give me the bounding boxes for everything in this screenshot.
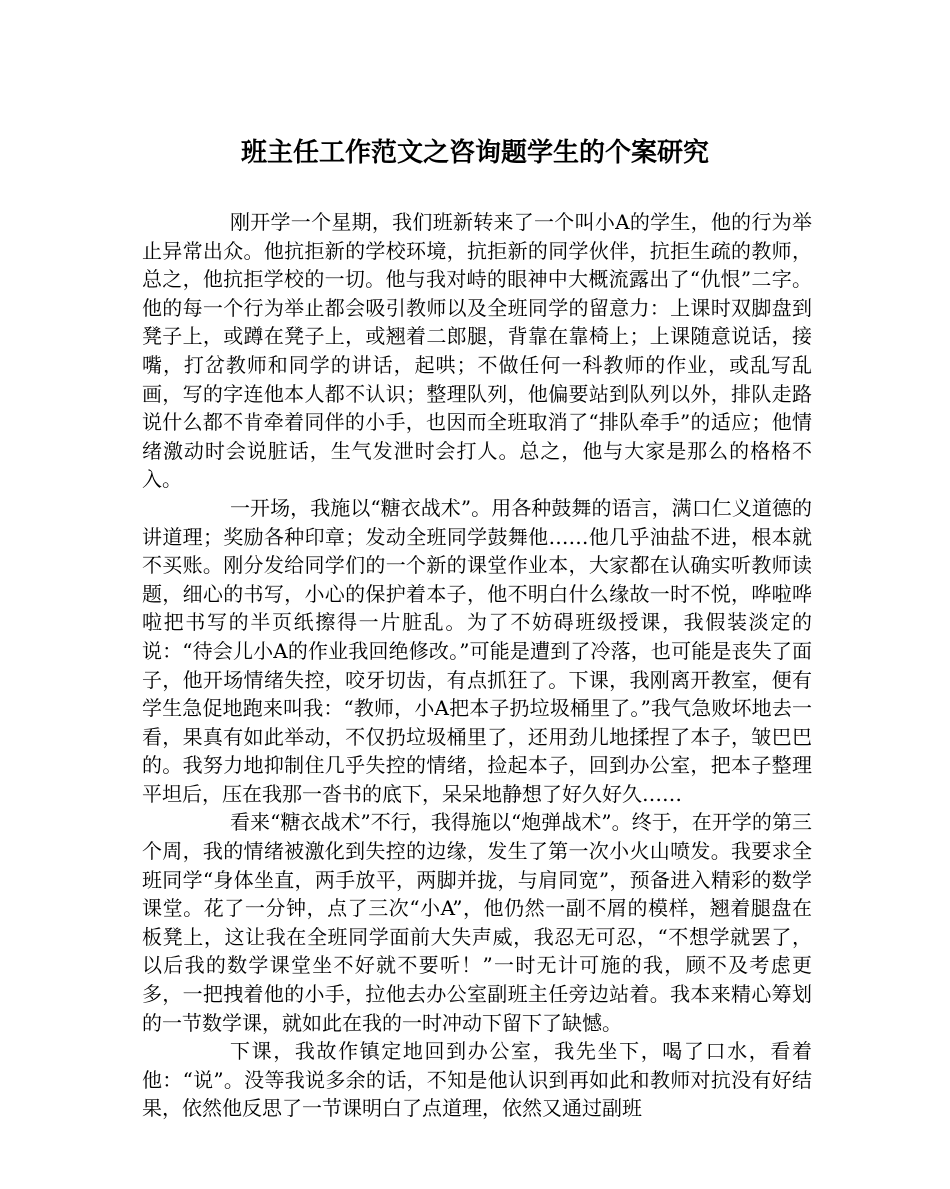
paragraph-3: 看来“糖衣战术”不行，我得施以“炮弹战术”。终于，在开学的第三个周，我的情绪被激化到失控的边缘，发生了第一次小火山喷发。我要求全班同学“身体坐直，两手放平，两脚并拢，与肩同宽”，预备进入精彩的数学课堂。花了一分钟，点了三次“小A”，他仍然一副不屑的模样，翘着腿盘在板凳上，这让我在全班同学面前大失声威，我忍无可忍，“不想学就罢了，以后我的数学课堂坐不好就不要听！”一时无计可施的我，顾不及考虑更多，一把拽着他的小手，拉他去办公室副班主任旁边站着。我本来精心筹划的一节数学课，就如此在我的一时冲动下留下了缺憾。	[142, 810, 812, 1035]
document-title: 班主任工作范文之咨询题学生的个案研究	[240, 138, 709, 168]
paragraph-4: 下课，我故作镇定地回到办公室，我先坐下，喝了口水，看着他：“说”。没等我说多余的话，不知是他认识到再如此和教师对抗没有好结果，依然他反思了一节课明白了点道理，依然又通过副班	[142, 1039, 812, 1121]
paragraph-1: 刚开学一个星期，我们班新转来了一个叫小A的学生，他的行为举止异常出众。他抗拒新的学校环境，抗拒新的同学伙伴，抗拒生疏的教师，总之，他抗拒学校的一切。他与我对峙的眼神中大概流露出了“仇恨”二字。他的每一个行为举止都会吸引教师以及全班同学的留意力：上课时双脚盘到凳子上，或蹲在凳子上，或翘着二郎腿，背靠在靠椅上；上课随意说话，接嘴，打岔教师和同学的讲话，起哄；不做任何一科教师的作业，或乱写乱画，写的字连他本人都不认识；整理队列，他偏要站到队列以外，排队走路说什么都不肯牵着同伴的小手，也因而全班取消了“排队牵手”的适应；他情绪激动时会说脏话，生气发泄时会打人。总之，他与大家是那么的格格不入。	[142, 210, 812, 492]
document-body	[142, 208, 812, 1123]
paragraph-2: 一开场，我施以“糖衣战术”。用各种鼓舞的语言，满口仁义道德的讲道理；奖励各种印章；发动全班同学鼓舞他……他几乎油盐不进，根本就不买账。刚分发给同学们的一个新的课堂作业本，大家都在认确实听教师读题，细心的书写，小心的保护着本子，他不明白什么缘故一时不悦，哗啦哗啦把书写的半页纸擦得一片脏乱。为了不妨碍班级授课，我假装淡定的说：“待会儿小A的作业我回绝修改。”可能是遭到了冷落，也可能是丧失了面子，他开场情绪失控，咬牙切齿，有点抓狂了。下课，我刚离开教室，便有学生急促地跑来叫我：“教师，小A把本子扔垃圾桶里了。”我气急败坏地去一看，果真有如此举动，不仅扔垃圾桶里了，还用劲儿地揉捏了本子，皱巴巴的。我努力地抑制住几乎失控的情绪，捡起本子，回到办公室，把本子整理平坦后，压在我那一沓书的底下，呆呆地静想了好久好久……	[142, 495, 812, 806]
